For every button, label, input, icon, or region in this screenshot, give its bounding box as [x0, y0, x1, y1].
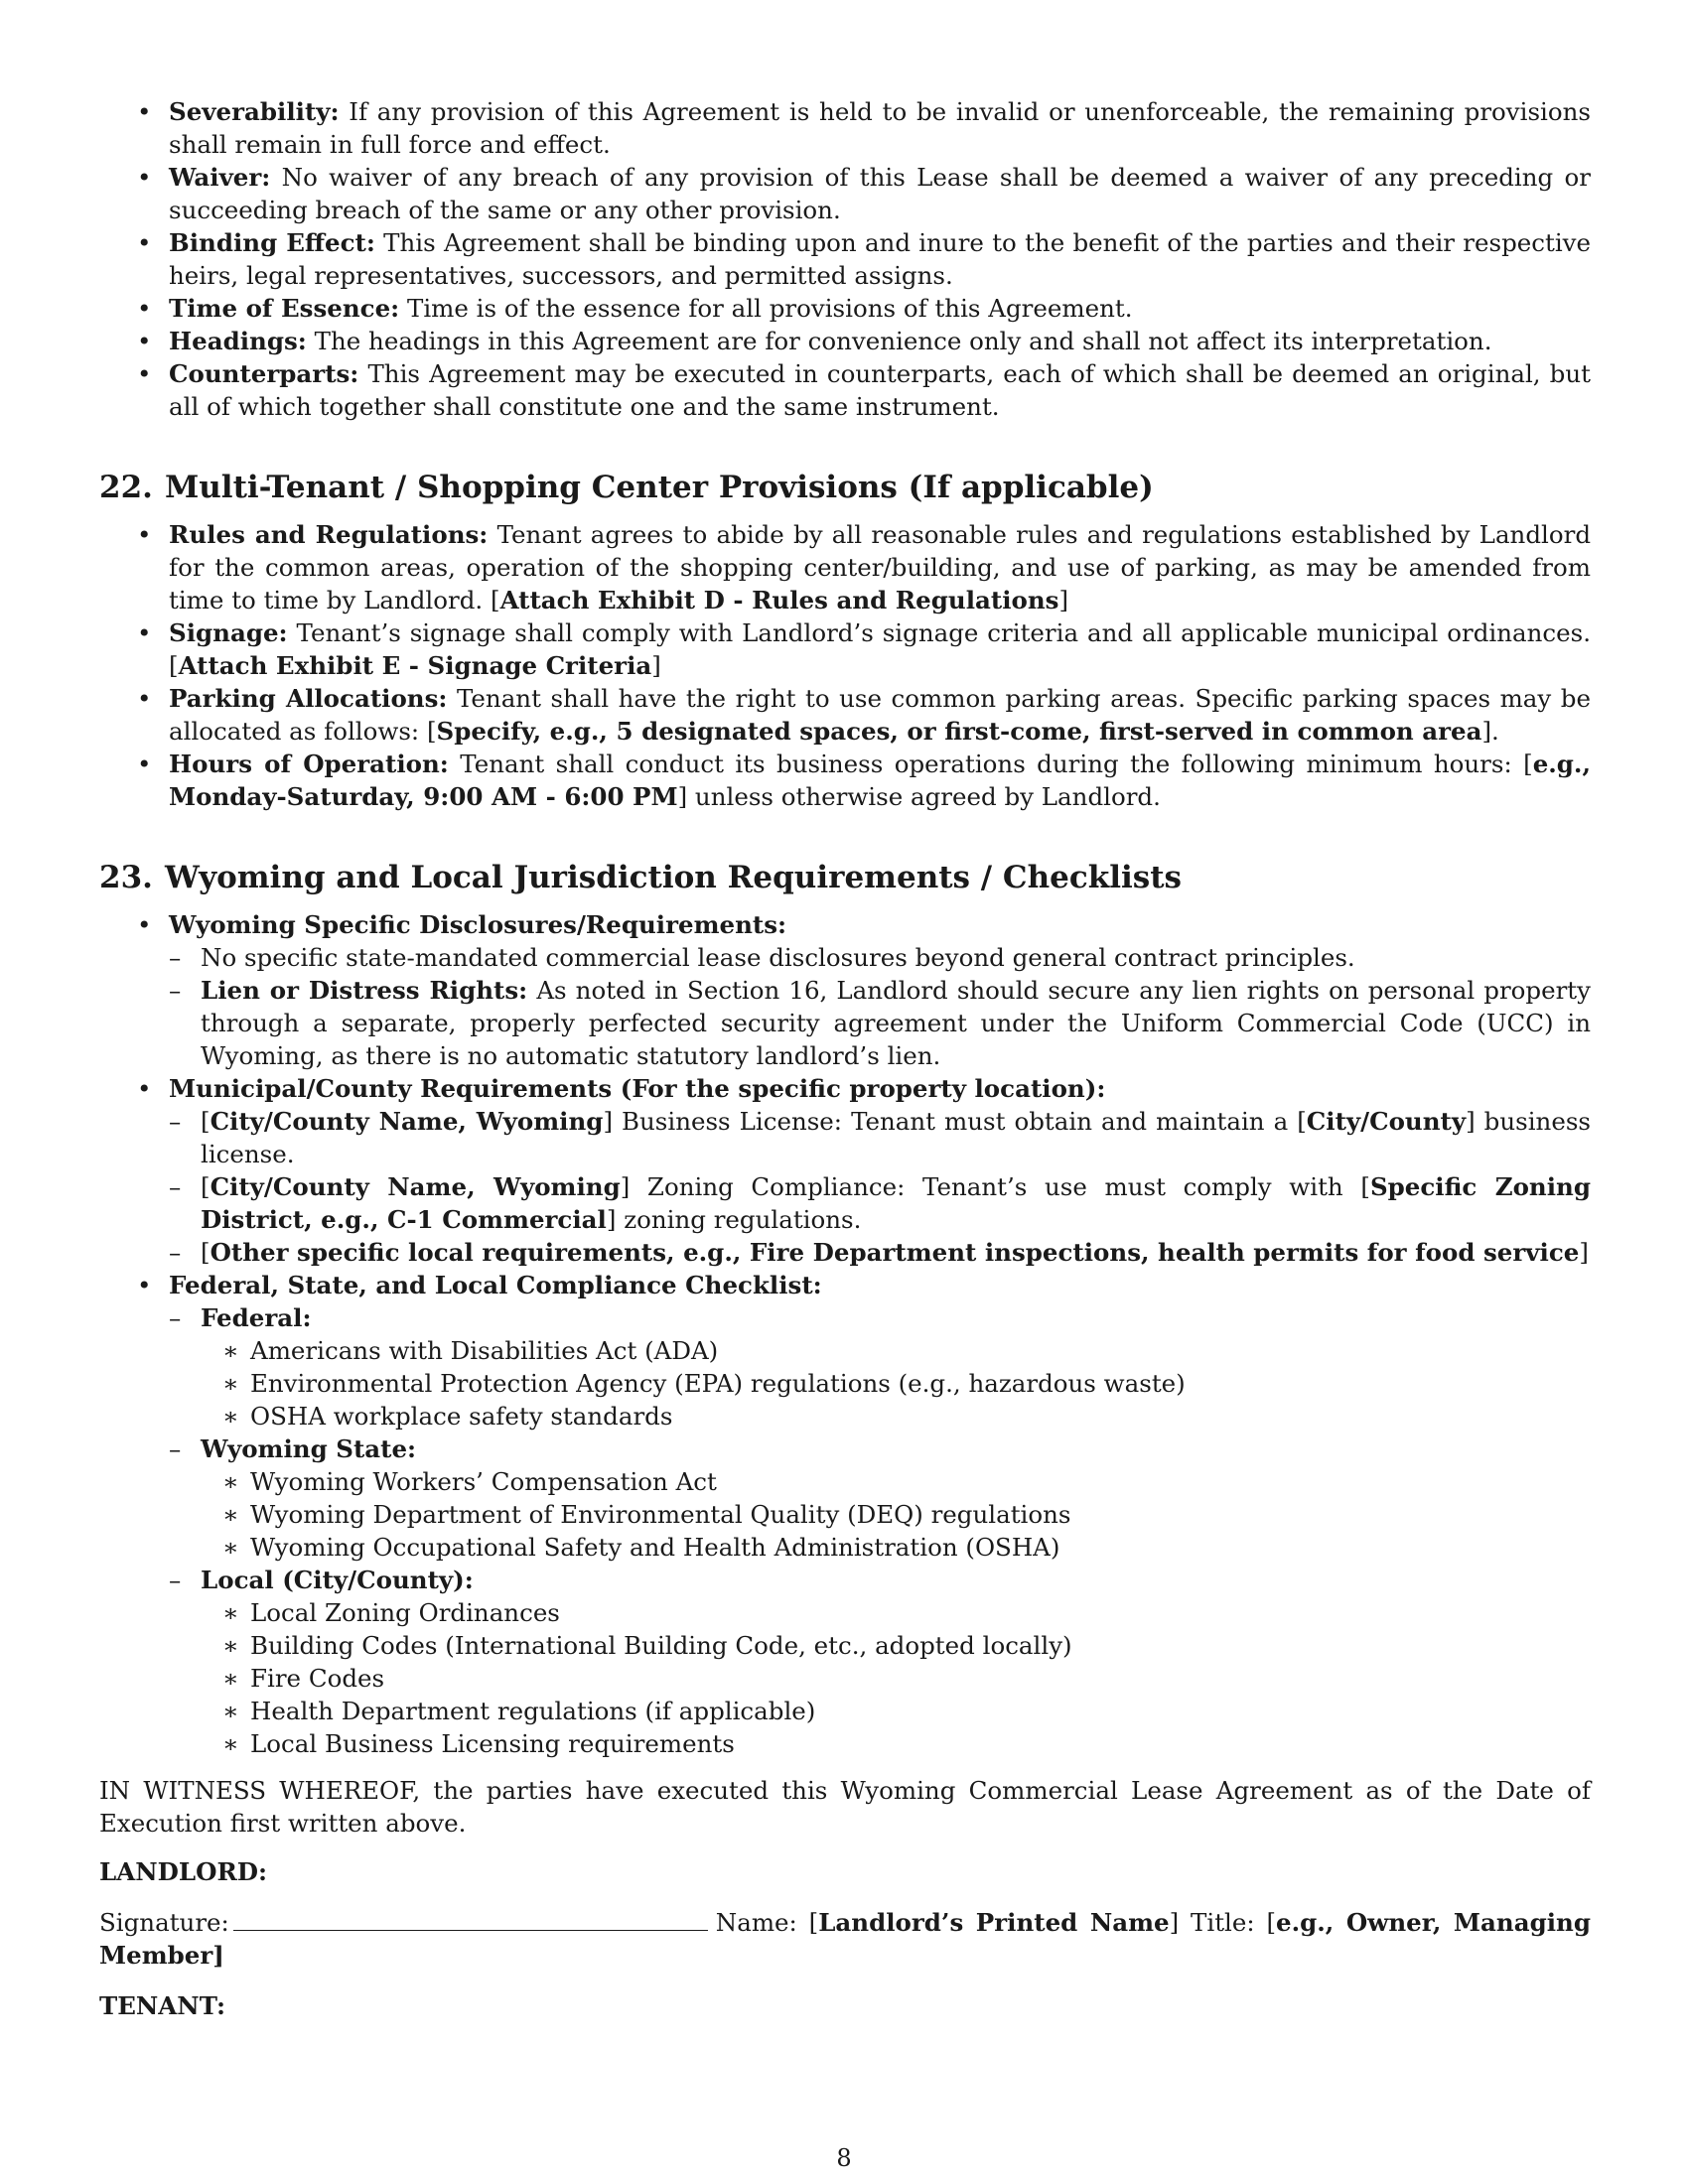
list-item-binding-effect: • Binding Effect: This Agreement shall be binding upon and inure to the benefit of the parties and their respective heirs, legal representatives, successors, and permitted assigns. [99, 226, 1591, 292]
tenant-heading: TENANT: [99, 1991, 226, 2020]
list-item-compliance-checklist: • Federal, State, and Local Compliance Checklist: – Federal: ∗ Americans with Disabilities Act (ADA) ∗ Environmental Protection Agency (EPA) regulations (e.g., hazardous waste) ∗ OSHA workplace safety standards – Wyoming State: ∗ Wyoming Workers’ Compensation Act ∗ Wyoming Department of Environmental Quality (DEQ) regulations ∗ Wyoming Occupational Safety and Health Administration (OSHA) – Local (City/County): ∗ Local Zoning Ordinances ∗ Building Codes (International Building Code, etc., adopted locally) ∗ Fire Codes ∗ Health Department regulations (if applicable) ∗ Local Business Licensing requirements [99, 1269, 1591, 1760]
section-22-list [99, 518, 1591, 813]
wyoming-sublist [169, 941, 1591, 1072]
document-page [99, 95, 1591, 2022]
checklist-item: ∗ Local Business Licensing requirements [201, 1727, 1591, 1760]
federal-items [201, 1334, 1591, 1433]
list-item-signage: • Signage: Tenant’s signage shall comply with Landlord’s signage criteria and all applicable municipal ordinances. [Attach Exhibit E - Signage Criteria] [99, 616, 1591, 682]
sublist-item-business-license: – [City/County Name, Wyoming] Business License: Tenant must obtain and maintain a [City/County] business license. [169, 1105, 1591, 1170]
list-item-hours: • Hours of Operation: Tenant shall conduct its business operations during the following minimum hours: [e.g., Monday-Saturday, 9:00 AM - 6:00 PM] unless otherwise agreed by Landlord. [99, 748, 1591, 813]
list-item-time-of-essence: • Time of Essence: Time is of the essence for all provisions of this Agreement. [99, 292, 1591, 325]
witness-paragraph: IN WITNESS WHEREOF, the parties have executed this Wyoming Commercial Lease Agreement as of the Date of Execution first written above. [99, 1776, 1591, 1838]
sublist-item-wyoming-state: – Wyoming State: ∗ Wyoming Workers’ Compensation Act ∗ Wyoming Department of Environmental Quality (DEQ) regulations ∗ Wyoming Occupational Safety and Health Administration (OSHA) [169, 1433, 1591, 1564]
sublist-item-zoning: – [City/County Name, Wyoming] Zoning Compliance: Tenant’s use must comply with [Specific Zoning District, e.g., C-1 Commercial] zoning regulations. [169, 1170, 1591, 1236]
landlord-heading: LANDLORD: [99, 1857, 268, 1886]
checklist-item: ∗ Health Department regulations (if applicable) [201, 1695, 1591, 1727]
list-item-wyoming-disclosures: • Wyoming Specific Disclosures/Requirements: – No specific state-mandated commercial lease disclosures beyond general contract principles. – Lien or Distress Rights: As noted in Section 16, Landlord should secure any lien rights on personal property through a separate, properly perfected security agreement under the Uniform Commercial Code (UCC) in Wyoming, as there is no automatic statutory landlord’s lien. [99, 908, 1591, 1072]
checklist-item: ∗ Wyoming Occupational Safety and Health Administration (OSHA) [201, 1531, 1591, 1564]
checklist-item: ∗ Wyoming Department of Environmental Quality (DEQ) regulations [201, 1498, 1591, 1531]
sublist-item-federal: – Federal: ∗ Americans with Disabilities Act (ADA) ∗ Environmental Protection Agency (EPA) regulations (e.g., hazardous waste) ∗ OSHA workplace safety standards [169, 1301, 1591, 1433]
checklist-item: ∗ Fire Codes [201, 1662, 1591, 1695]
general-provisions-list [99, 95, 1591, 423]
checklist-item: ∗ Environmental Protection Agency (EPA) regulations (e.g., hazardous waste) [201, 1367, 1591, 1400]
section-23-list [99, 908, 1591, 1760]
municipal-sublist [169, 1105, 1591, 1269]
list-item-counterparts: • Counterparts: This Agreement may be executed in counterparts, each of which shall be deemed an original, but all of which together shall constitute one and the same instrument. [99, 357, 1591, 423]
sublist-item-local: – Local (City/County): ∗ Local Zoning Ordinances ∗ Building Codes (International Building Code, etc., adopted locally) ∗ Fire Codes ∗ Health Department regulations (if applicable) ∗ Local Business Licensing requirements [169, 1564, 1591, 1760]
checklist-item: ∗ Local Zoning Ordinances [201, 1596, 1591, 1629]
checklist-item: ∗ Wyoming Workers’ Compensation Act [201, 1465, 1591, 1498]
sublist-item-no-disclosures: – No specific state-mandated commercial lease disclosures beyond general contract principles. [169, 941, 1591, 974]
checklist-item: ∗ Americans with Disabilities Act (ADA) [201, 1334, 1591, 1367]
state-items [201, 1465, 1591, 1564]
section-23-heading: 23. Wyoming and Local Jurisdiction Requirements / Checklists [99, 860, 1182, 895]
landlord-signature-line[interactable] [233, 1908, 708, 1931]
sublist-item-other-local: – [Other specific local requirements, e.g., Fire Department inspections, health permits for food service] [169, 1236, 1591, 1269]
landlord-signature-block: Signature: Name: [Landlord’s Printed Name] Title: [e.g., Owner, Managing Member] [99, 1908, 1591, 1970]
checklist-item: ∗ Building Codes (International Building Code, etc., adopted locally) [201, 1629, 1591, 1662]
checklist-item: ∗ OSHA workplace safety standards [201, 1400, 1591, 1433]
list-item-parking: • Parking Allocations: Tenant shall have the right to use common parking areas. Specific parking spaces may be allocated as follows: [Specify, e.g., 5 designated spaces, or first-come, first-served in common area]. [99, 682, 1591, 748]
list-item-severability: • Severability: If any provision of this Agreement is held to be invalid or unenforceable, the remaining provisions shall remain in full force and effect. [99, 95, 1591, 161]
section-22-heading: 22. Multi-Tenant / Shopping Center Provisions (If applicable) [99, 470, 1154, 505]
page-number: 8 [836, 2144, 852, 2172]
list-item-waiver: • Waiver: No waiver of any breach of any provision of this Lease shall be deemed a waiver of any preceding or succeeding breach of the same or any other provision. [99, 161, 1591, 226]
list-item-headings: • Headings: The headings in this Agreement are for convenience only and shall not affect its interpretation. [99, 325, 1591, 357]
list-item-rules: • Rules and Regulations: Tenant agrees to abide by all reasonable rules and regulations established by Landlord for the common areas, operation of the shopping center/building, and use of parking, as may be amended from time to time by Landlord. [Attach Exhibit D - Rules and Regulations] [99, 518, 1591, 616]
checklist-sublist [169, 1301, 1591, 1760]
list-item-municipal: • Municipal/County Requirements (For the specific property location): – [City/County Name, Wyoming] Business License: Tenant must obtain and maintain a [City/County] business license. – [City/County Name, Wyoming] Zoning Compliance: Tenant’s use must comply with [Specific Zoning District, e.g., C-1 Commercial] zoning regulations. – [Other specific local requirements, e.g., Fire Department inspections, health permits for food service] [99, 1072, 1591, 1269]
sublist-item-lien: – Lien or Distress Rights: As noted in Section 16, Landlord should secure any lien rights on personal property through a separate, properly perfected security agreement under the Uniform Commercial Code (UCC) in Wyoming, as there is no automatic statutory landlord’s lien. [169, 974, 1591, 1072]
local-items [201, 1596, 1591, 1760]
